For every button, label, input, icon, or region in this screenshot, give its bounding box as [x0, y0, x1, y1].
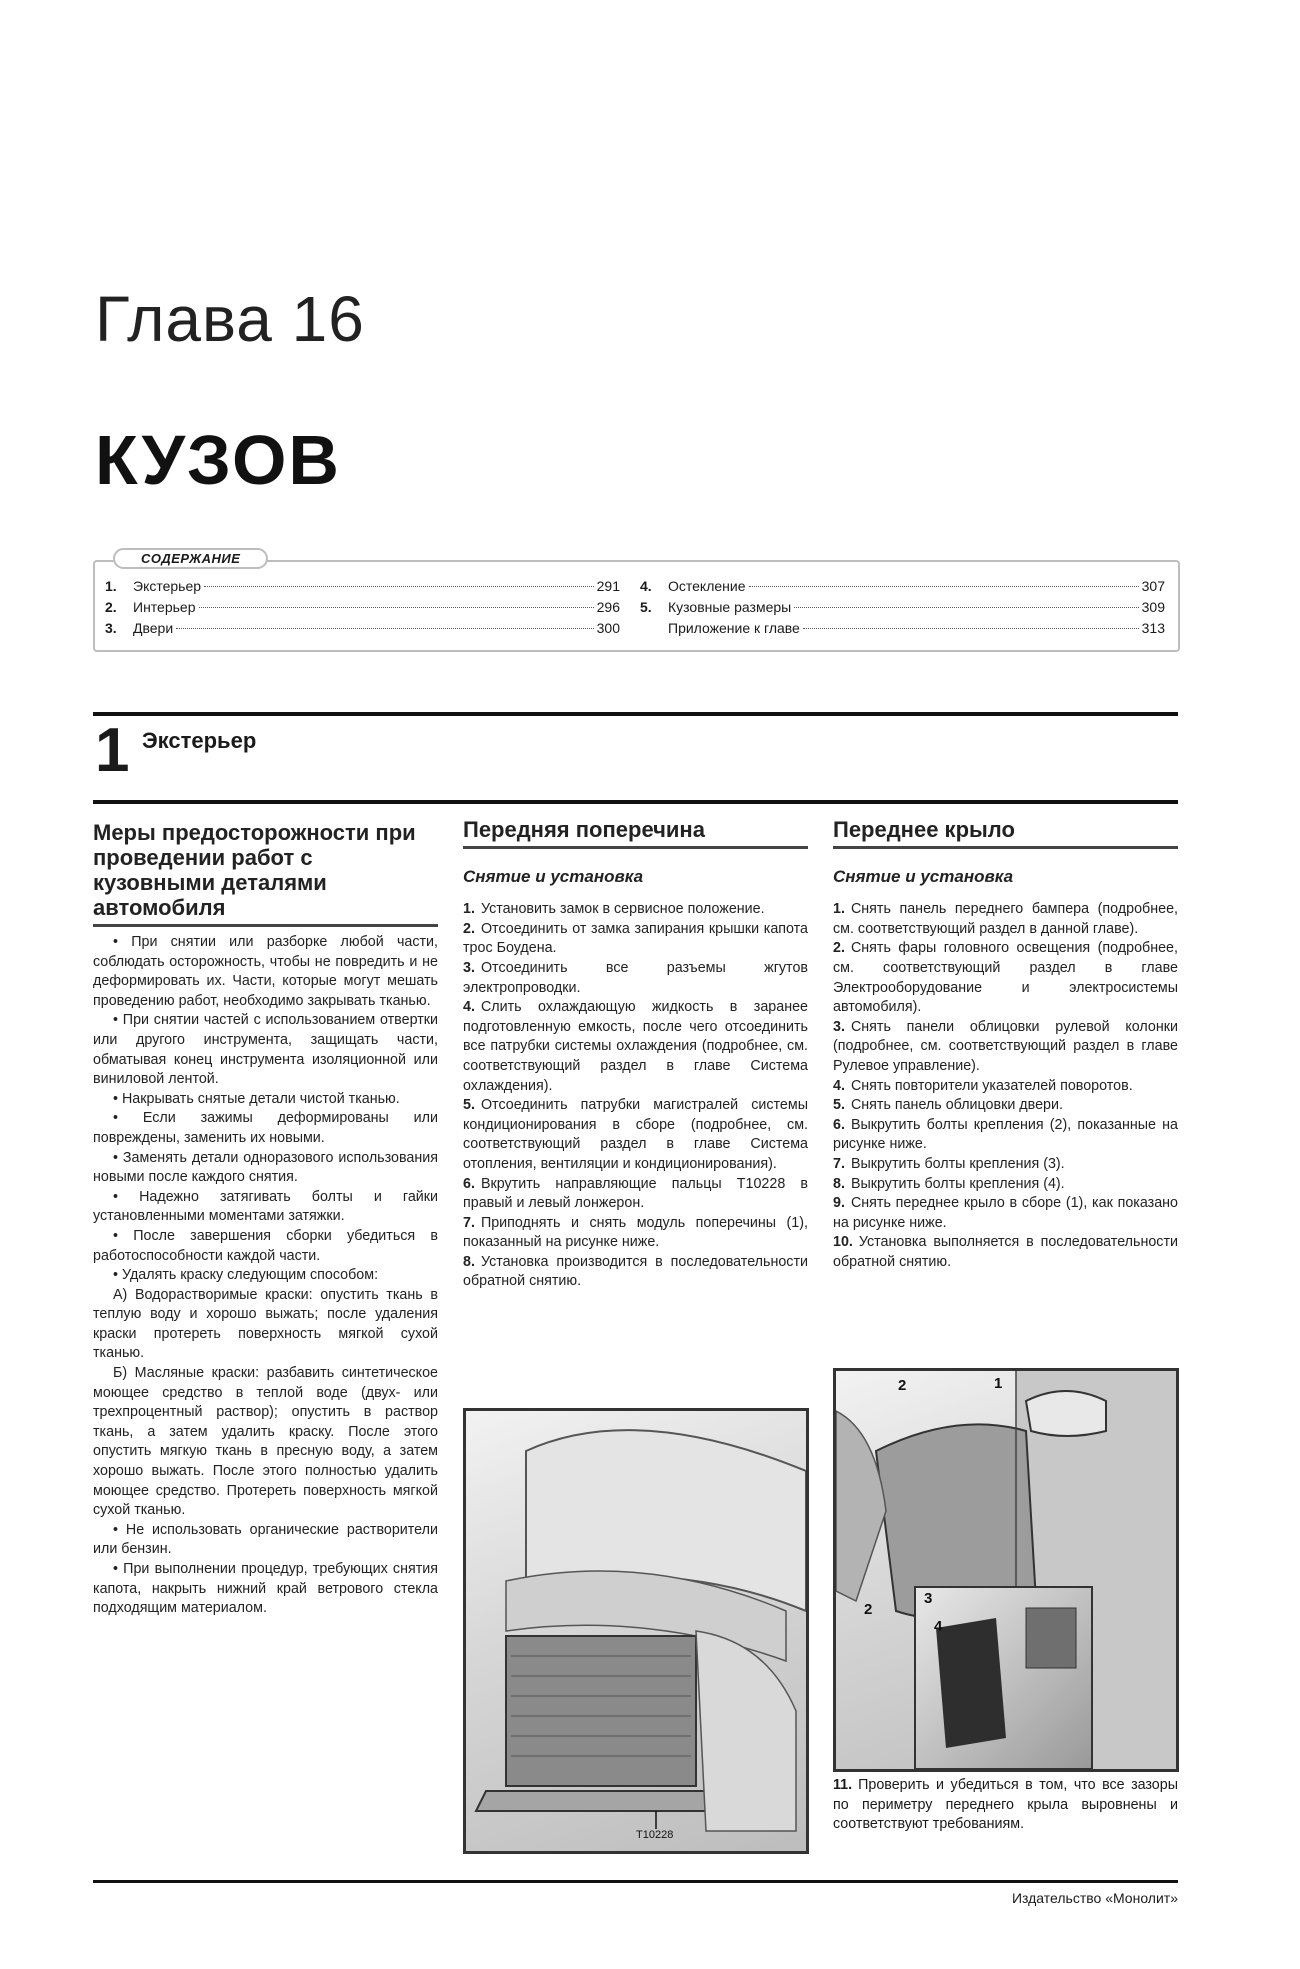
toc-entry-title: Приложение к главе: [668, 620, 800, 636]
toc-label: СОДЕРЖАНИЕ: [113, 548, 268, 569]
step-item: [463, 1096, 808, 1174]
precaution-item: • При снятии или разборке любой части, соблюдать осторожность, чтобы не повредить и не деформировать их. Части, которые могут мешать проведению работ, необходимо закрывать тканью.: [93, 934, 438, 1009]
toc-leader: [794, 607, 1138, 608]
precaution-item: А) Водорастворимые краски: опустить ткань в теплую воду и хорошо выжать; после удаления краски протереть поверхность мягкой сухой тканью.: [93, 1286, 438, 1362]
step-number: 7.: [463, 1214, 475, 1231]
toc-entry-number: 1.: [105, 578, 117, 594]
step-text: Отсоединить патрубки магистралей системы кондиционирования в сборе (подробнее, см. соответствующий раздел в главе Система отопления, вентиляции и кондиционирования).: [463, 1097, 808, 1172]
step-text: Выкрутить болты крепления (4).: [850, 1175, 1065, 1192]
step-text: Установка производится в последовательности обратной снятию.: [463, 1253, 808, 1290]
step-item: [463, 1253, 808, 1292]
figure-callout: 3: [924, 1590, 933, 1607]
step-text: Выкрутить болты крепления (3).: [850, 1155, 1065, 1172]
step-text: Установка выполняется в последовательности обратной снятию.: [833, 1234, 1178, 1270]
toc-entry[interactable]: [105, 576, 620, 597]
toc-entry-number: 3.: [105, 620, 117, 636]
step-item: [463, 959, 808, 998]
step-item: [833, 1096, 1178, 1116]
step-number: 3.: [463, 959, 475, 976]
step-text: Приподнять и снять модуль поперечины (1), показанный на рисунке ниже.: [463, 1214, 808, 1251]
fender-final-step: [833, 1776, 1178, 1835]
toc-entry-page: 313: [1141, 620, 1165, 636]
step-text: Снять повторители указателей поворотов.: [850, 1077, 1133, 1094]
step-item: [463, 1175, 808, 1214]
toc-column-right: [640, 576, 1165, 639]
toc-entry-title: Кузовные размеры: [668, 599, 792, 615]
figure-callout: 1: [994, 1375, 1003, 1392]
step-number: 10.: [833, 1234, 853, 1251]
step-number: 2.: [463, 920, 475, 937]
toc-leader: [749, 586, 1139, 587]
precaution-item: • Заменять детали одноразового использования новыми после каждого снятия.: [93, 1149, 438, 1186]
chapter-title: КУЗОВ: [95, 421, 341, 499]
step-number: 9.: [833, 1195, 845, 1212]
step-item: [833, 1233, 1178, 1272]
toc-entry-title: Интерьер: [133, 599, 196, 615]
toc-entry-title: Остекление: [668, 578, 746, 594]
table-of-contents: [93, 551, 1180, 652]
step-number: 4.: [833, 1077, 845, 1094]
step-text: Снять переднее крыло в сборе (1), как показано на рисунке ниже.: [833, 1195, 1178, 1231]
toc-entry[interactable]: [640, 597, 1165, 618]
step-text: Установить замок в сервисное положение.: [480, 901, 765, 918]
step-number: 6.: [833, 1116, 845, 1133]
figure-callout: 2: [864, 1601, 873, 1618]
section-bottom-rule: [93, 800, 1178, 804]
step-item: [833, 1155, 1178, 1175]
precaution-item: • Если зажимы деформированы или повреждены, заменить их новыми.: [93, 1110, 438, 1146]
precaution-item: • Накрывать снятые детали чистой тканью.: [113, 1090, 400, 1107]
step-number: 4.: [463, 999, 475, 1016]
crossmember-steps: [463, 900, 808, 1292]
section-top-rule: [93, 712, 1178, 716]
step-text: Снять панели облицовки рулевой колонки (подробнее, см. соответствующий раздел в главе Рулевое управление).: [833, 1018, 1178, 1074]
precaution-item: • Не использовать органические растворители или бензин.: [93, 1521, 438, 1558]
car-front-illustration: [466, 1411, 806, 1851]
step-item: [463, 900, 808, 920]
toc-entry-page: 291: [596, 578, 620, 594]
step-item: [833, 1077, 1178, 1097]
column-front-crossmember: [463, 817, 808, 1292]
precaution-item: • При снятии частей с использованием отвертки или другого инструмента, защищать части, обматывая конец инструмента изоляционной или виниловой лентой.: [93, 1012, 438, 1088]
figure-callout: 4: [934, 1618, 943, 1635]
step-text: Выкрутить болты крепления (2), показанные на рисунке ниже.: [833, 1116, 1178, 1153]
step-text: Проверить и убедиться в том, что все зазоры по периметру переднего крыла выровнены и соответствуют требованиям.: [833, 1777, 1178, 1833]
column-precautions: [93, 820, 438, 1619]
step-number: 5.: [833, 1097, 845, 1114]
figure-inset: [914, 1586, 1093, 1770]
step-text: Снять фары головного освещения (подробнее, см. соответствующий раздел в главе Электрооборудование и электросистемы автомобиля).: [833, 940, 1178, 1016]
step-item: [833, 939, 1178, 1017]
step-number: 1.: [833, 901, 845, 918]
toc-column-left: [105, 576, 620, 639]
section-title: Экстерьер: [142, 728, 257, 753]
chapter-label: Глава 16: [95, 283, 365, 355]
toc-entry[interactable]: [640, 618, 1165, 639]
toc-entry-number: 4.: [640, 578, 652, 594]
figure-callout: 2: [898, 1377, 907, 1394]
step-number: 1.: [463, 901, 475, 918]
toc-entry-number: 2.: [105, 599, 117, 615]
inset-illustration: [916, 1588, 1091, 1768]
step-number: 7.: [833, 1155, 845, 1172]
step-item: [463, 1214, 808, 1253]
step-item: [833, 900, 1178, 939]
fender-steps: [833, 900, 1178, 1272]
precaution-item: • Удалять краску следующим способом:: [113, 1267, 379, 1284]
precaution-item: • После завершения сборки убедиться в работоспособности каждой части.: [93, 1227, 438, 1264]
step-number: 6.: [463, 1175, 475, 1192]
toc-entry-page: 296: [596, 599, 620, 615]
step-item: [833, 1175, 1178, 1195]
precaution-item: Б) Масляные краски: разбавить синтетическое моющее средство в теплой воде (двух- или трехпроцентный раствор); опустить в раствор ткань, а затем удалить краску. После этого опустить мягкую ткань в пресную воду, а затем хорошо выжать. После этого полностью удалить моющее средство. Протереть поверхность мягкой сухой тканью.: [93, 1365, 438, 1519]
toc-entry-page: 309: [1141, 599, 1165, 615]
step-text: Отсоединить все разъемы жгутов электропроводки.: [463, 959, 808, 996]
step-item: [833, 1018, 1178, 1077]
step-number: 5.: [463, 1097, 475, 1114]
step-text: Снять панель переднего бампера (подробнее, см. соответствующий раздел в данной главе).: [833, 901, 1178, 937]
column-front-fender: [833, 817, 1178, 1272]
toc-entry-title: Двери: [133, 620, 174, 636]
step-item: [463, 920, 808, 959]
precaution-item: • Надежно затягивать болты и гайки установленными моментами затяжки.: [93, 1188, 438, 1225]
footer-rule: [93, 1880, 1178, 1883]
step-item: [463, 998, 808, 1096]
step-number: 3.: [833, 1018, 845, 1035]
fender-heading: Переднее крыло: [833, 820, 1178, 849]
step-number: 2.: [833, 940, 845, 957]
toc-entry-number: 5.: [640, 599, 652, 615]
step-item: [833, 1116, 1178, 1155]
precaution-item: • При выполнении процедур, требующих снятия капота, накрыть нижний край ветрового стекла подходящим материалом.: [93, 1561, 438, 1617]
toc-entry-title: Экстерьер: [133, 578, 202, 594]
tool-tag: T10228: [636, 1829, 674, 1841]
fender-figure: [833, 1368, 1179, 1772]
toc-entry[interactable]: [105, 618, 620, 639]
section-number: 1: [95, 716, 130, 785]
publisher-footer: Издательство «Монолит»: [1011, 1890, 1178, 1906]
crossmember-subheading: Снятие и установка: [463, 866, 644, 886]
step-text: Слить охлаждающую жидкость в заранее подготовленную емкость, после чего отсоединить все патрубки системы охлаждения (подробнее, см. соответствующий раздел в главе Система охлаждения).: [463, 999, 808, 1094]
toc-entry[interactable]: [640, 576, 1165, 597]
toc-leader: [803, 628, 1139, 629]
toc-leader: [176, 628, 593, 629]
step-number: 11.: [833, 1777, 853, 1793]
toc-entry-page: 300: [596, 620, 620, 636]
toc-entry[interactable]: [105, 597, 620, 618]
toc-entry-page: 307: [1141, 578, 1165, 594]
step-number: 8.: [833, 1175, 845, 1192]
crossmember-figure: [463, 1408, 809, 1854]
crossmember-heading: Передняя поперечина: [463, 820, 808, 849]
step-text: Снять панель облицовки двери.: [850, 1097, 1063, 1114]
toc-leader: [199, 607, 594, 608]
step-item: [833, 1194, 1178, 1233]
step-number: 8.: [463, 1253, 475, 1270]
precautions-heading: Меры предосторожности при проведении работ с кузовными деталями автомобиля: [93, 820, 438, 927]
step-text: Вкрутить направляющие пальцы T10228 в правый и левый лонжерон.: [463, 1175, 808, 1212]
step-text: Отсоединить от замка запирания крышки капота трос Боудена.: [463, 920, 808, 957]
toc-leader: [204, 586, 594, 587]
fender-subheading: Снятие и установка: [833, 866, 1014, 886]
